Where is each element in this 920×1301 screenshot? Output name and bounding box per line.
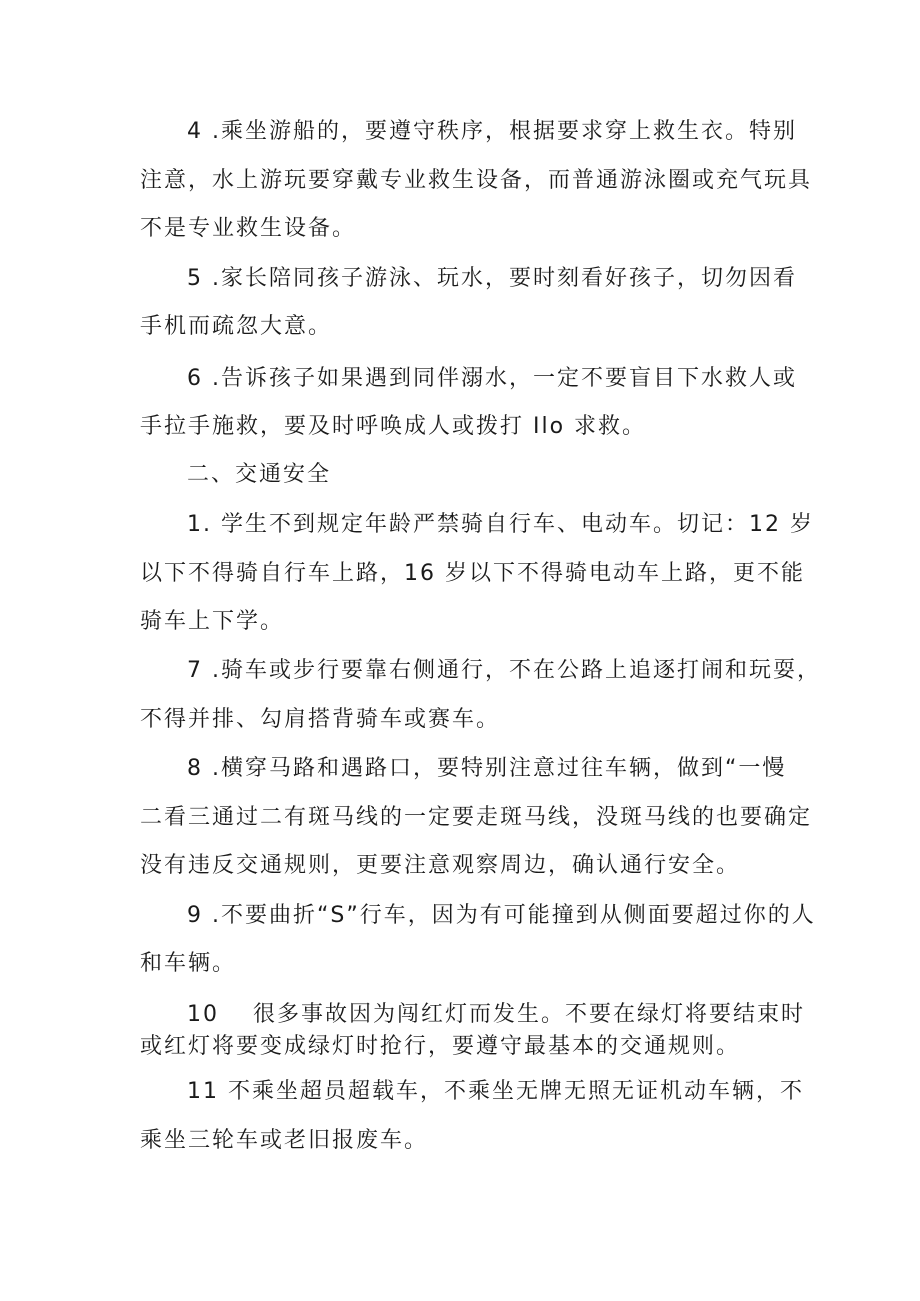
text-line: 9 .不要曲折“S”行车，因为有可能撞到从侧面要超过你的人 xyxy=(187,903,816,928)
text-line: 不是专业救生设备。 xyxy=(140,216,357,241)
text-line: 7 .骑车或步行要靠右侧通行，不在公路上追逐打闹和玩耍， xyxy=(187,658,821,683)
text-line: 乘坐三轮车或老旧报废车。 xyxy=(140,1128,429,1153)
text-line: 二看三通过二有斑马线的一定要走斑马线，没斑马线的也要确定 xyxy=(140,805,813,830)
text-line: 没有违反交通规则，更要注意观察周边，确认通行安全。 xyxy=(140,853,741,878)
text-line: 和车辆。 xyxy=(140,951,237,976)
text-span: 很多事故因为闯红灯而发生。不要在绿灯将要结束时 xyxy=(253,1002,806,1027)
text-line: 手拉手施救，要及时呼唤成人或拨打 Ilo 求救。 xyxy=(140,414,647,439)
text-line: 骑车上下学。 xyxy=(140,609,285,634)
text-line: 以下不得骑自行车上路，16 岁以下不得骑电动车上路，更不能 xyxy=(140,561,805,586)
paragraph-number: 10 xyxy=(187,1002,219,1027)
text-line: 1. 学生不到规定年龄严禁骑自行车、电动车。切记：12 岁 xyxy=(187,512,814,537)
text-line: 注意，水上游玩要穿戴专业救生设备，而普通游泳圈或充气玩具 xyxy=(140,168,813,193)
text-line: 不得并排、勾肩搭背骑车或赛车。 xyxy=(140,707,501,732)
text-line xyxy=(187,1000,805,1030)
text-line: 5 .家长陪同孩子游泳、玩水，要时刻看好孩子，切勿因看 xyxy=(187,266,797,291)
text-line: 8 .横穿马路和遇路口，要特别注意过往车辆，做到“一慢 xyxy=(187,756,787,781)
text-line: 6 .告诉孩子如果遇到同伴溺水，一定不要盲目下水救人或 xyxy=(187,366,797,391)
text-line: 11 不乘坐超员超载车，不乘坐无牌无照无证机动车辆，不 xyxy=(187,1079,804,1104)
text-line: 4 .乘坐游船的，要遵守秩序，根据要求穿上救生衣。特别 xyxy=(187,119,797,144)
text-line: 或红灯将要变成绿灯时抢行，要遵守最基本的交通规则。 xyxy=(140,1034,741,1059)
text-line: 手机而疏忽大意。 xyxy=(140,314,333,339)
section-heading: 二、交通安全 xyxy=(187,462,332,487)
